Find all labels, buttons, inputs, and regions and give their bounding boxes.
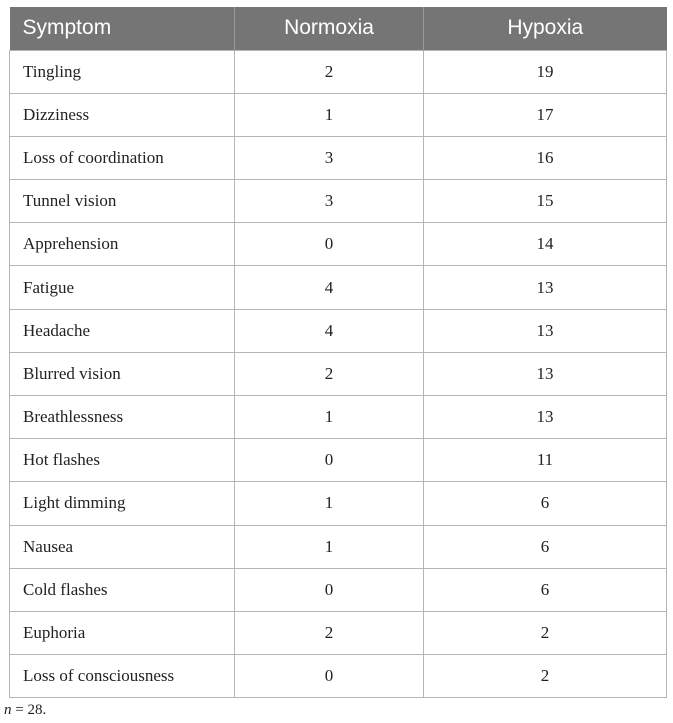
cell-normoxia: 0 [235,655,424,698]
footnote-variable: n [4,702,12,718]
cell-hypoxia: 13 [424,266,667,309]
cell-hypoxia: 13 [424,352,667,395]
header-normoxia: Normoxia [235,7,424,50]
cell-normoxia: 0 [235,439,424,482]
table-row [10,655,667,698]
table-row [10,568,667,611]
cell-symptom: Fatigue [10,266,235,309]
table-row [10,439,667,482]
header-hypoxia: Hypoxia [507,16,584,40]
cell-hypoxia: 13 [424,309,667,352]
cell-hypoxia: 6 [424,482,667,525]
symptom-table-container [9,7,666,698]
cell-symptom: Tunnel vision [10,180,235,223]
cell-symptom: Apprehension [10,223,235,266]
cell-normoxia: 4 [235,266,424,309]
cell-symptom: Light dimming [10,482,235,525]
cell-normoxia: 1 [235,396,424,439]
cell-symptom: Blurred vision [10,352,235,395]
cell-normoxia: 1 [235,93,424,136]
cell-symptom: Loss of consciousness [10,655,235,698]
cell-hypoxia: 14 [424,223,667,266]
table-header [10,7,667,50]
cell-hypoxia: 2 [424,611,667,654]
cell-normoxia: 3 [235,180,424,223]
cell-hypoxia: 15 [424,180,667,223]
cell-hypoxia: 11 [424,439,667,482]
cell-symptom: Hot flashes [10,439,235,482]
table-footnote [4,702,46,719]
cell-normoxia: 0 [235,568,424,611]
cell-normoxia: 0 [235,223,424,266]
cell-symptom: Loss of coordination [10,136,235,179]
header-symptom: Symptom [10,7,235,50]
table-row [10,396,667,439]
table-row [10,266,667,309]
cell-symptom: Cold flashes [10,568,235,611]
cell-hypoxia: 6 [424,525,667,568]
table-row [10,309,667,352]
cell-symptom: Dizziness [10,93,235,136]
cell-symptom: Breathlessness [10,396,235,439]
table-row [10,223,667,266]
table-row [10,352,667,395]
cell-normoxia: 2 [235,50,424,93]
cell-normoxia: 4 [235,309,424,352]
table-row [10,525,667,568]
cell-hypoxia: 19 [424,50,667,93]
table-row [10,180,667,223]
table-row [10,482,667,525]
cell-hypoxia: 2 [424,655,667,698]
symptom-table [9,7,667,698]
cell-normoxia: 1 [235,482,424,525]
cell-hypoxia: 13 [424,396,667,439]
table-row [10,611,667,654]
footnote-text: = 28. [11,702,47,718]
cell-symptom: Nausea [10,525,235,568]
cell-normoxia: 2 [235,352,424,395]
cell-symptom: Euphoria [10,611,235,654]
cell-normoxia: 1 [235,525,424,568]
cell-symptom: Headache [10,309,235,352]
header-row [10,7,667,50]
cell-hypoxia: 17 [424,93,667,136]
table-row [10,50,667,93]
table-row [10,93,667,136]
cell-hypoxia: 6 [424,568,667,611]
table-row [10,136,667,179]
table-body [10,50,667,698]
cell-normoxia: 2 [235,611,424,654]
cell-symptom: Tingling [10,50,235,93]
cell-normoxia: 3 [235,136,424,179]
cell-hypoxia: 16 [424,136,667,179]
